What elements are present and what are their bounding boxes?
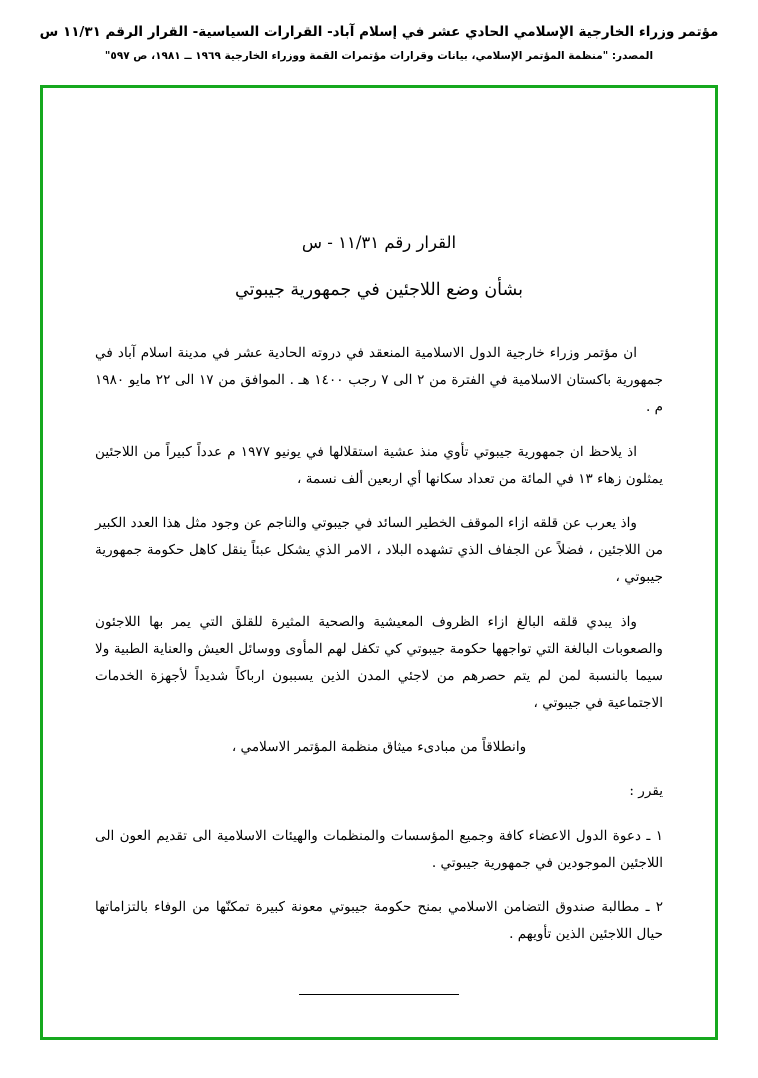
decision-item: ١ ـ دعوة الدول الاعضاء كافة وجميع المؤسسات والمنظمات والهيئات الاسلامية الى تقديم العون الى اللاجئين الموجودين في جمهورية جيبوتي . — [95, 827, 663, 871]
decree-number: القرار رقم ١١/٣١ - س — [301, 233, 457, 252]
paragraph: اذ يلاحظ ان جمهورية جيبوتي تأوي منذ عشية استقلالها في يونيو ١٩٧٧ م عدداً كبيراً من اللاجئين يمثلون زهاء ١٣ في المائة من تعداد سكانها أي اربعين ألف نسمة ، — [95, 443, 663, 487]
decision-item: ٢ ـ مطالبة صندوق التضامن الاسلامي بمنح حكومة جيبوتي معونة كبيرة تمكنّها من الوفاء بالتزاماتها حيال اللاجئين الذين تأويهم . — [95, 899, 663, 943]
paragraph: واذ يبدي قلقه البالغ ازاء الظروف المعيشية والصحية المثيرة للقلق التي يمر بها اللاجئون والصعوبات البالغة التي تواجهها حكومة جيبوتي كي تكفل لهم المأوى ووسائل العيش والعناية الطبية ولا سيما بالنسبة لمن لم يتم حصرهم من لاجئي المدن الذين يسببون ارباكاً شديداً لأجهزة الخدمات الاجتماعية في جيبوتي ، — [95, 613, 663, 712]
paragraph: وانطلاقاً من مبادىء ميثاق منظمة المؤتمر الاسلامي ، — [231, 739, 527, 756]
decree-subject: بشأن وضع اللاجئين في جمهورية جيبوتي — [234, 280, 523, 300]
footer-rule — [299, 994, 459, 995]
document-frame — [40, 85, 718, 1040]
header-source: المصدر: "منظمة المؤتمر الإسلامي، بيانات وقرارات مؤتمرات القمة ووزراء الخارجية ١٩٦٩ ــ ١٩٨١، ص ٥٩٧" — [104, 50, 654, 63]
paragraph: ان مؤتمر وزراء خارجية الدول الاسلامية المنعقد في دروته الحادية عشر في مدينة اسلام آباد في جمهورية باكستان الاسلامية في الفترة من ٢ الى ٧ رجب ١٤٠٠ هـ . الموافق من ١٧ الى ٢٢ مايو ١٩٨٠ م . — [95, 345, 663, 416]
document-body — [43, 88, 715, 1037]
header-title: مؤتمر وزراء الخارجية الإسلامي الحادي عشر في إسلام آباد- القرارات السياسية- القرار الرقم ١١/٣١ س — [39, 24, 719, 40]
page-header — [0, 0, 758, 64]
decision-lead: يقرر : — [629, 783, 663, 800]
paragraph: واذ يعرب عن قلقه ازاء الموقف الخطير السائد في جيبوتي والناجم عن وجود مثل هذا العدد الكبير من اللاجئين ، فضلاً عن الجفاف الذي تشهده البلاد ، الامر الذي يشكل عبئاً ينقل كاهل حكومة جمهورية جيبوتي ، — [95, 514, 663, 586]
